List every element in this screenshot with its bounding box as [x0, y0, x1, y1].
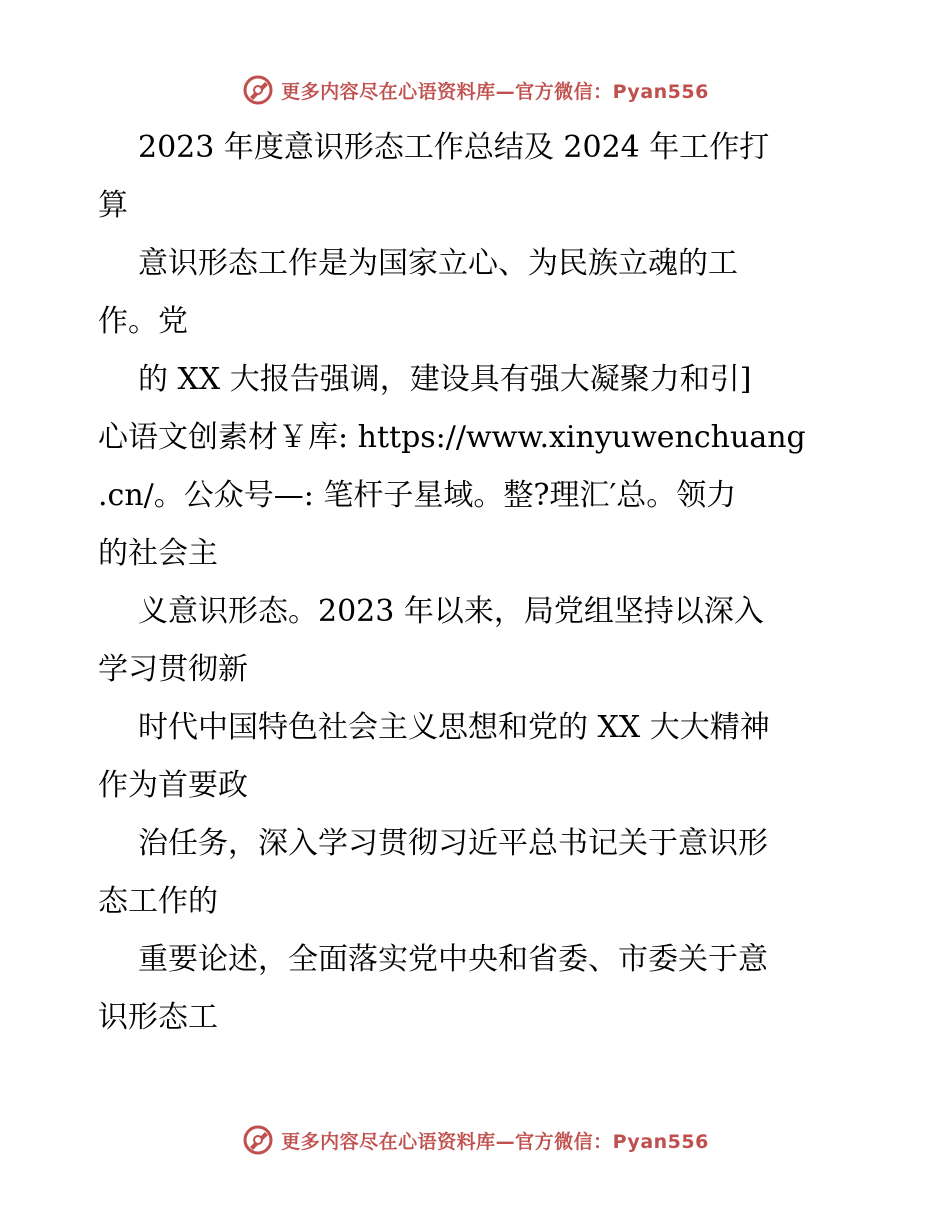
- logo-icon: [241, 73, 275, 107]
- paragraph-line: 的 XX 大报告强调，建设具有强大凝聚力和引]: [138, 362, 752, 397]
- paragraph-line: 意识形态工作是为国家立心、为民族立魂的工: [138, 246, 738, 281]
- footer-watermark-banner: [0, 1120, 950, 1160]
- paragraph-line: 作。党: [98, 304, 188, 339]
- header-watermark-banner: [0, 70, 950, 110]
- paragraph-line: 作为首要政: [98, 768, 248, 803]
- paragraph-line: 态工作的: [98, 884, 218, 919]
- paragraph-line: 义意识形态。2023 年以来，局党组坚持以深入: [138, 594, 764, 629]
- paragraph-line: 识形态工: [98, 1000, 218, 1035]
- paragraph-line: 时代中国特色社会主义思想和党的 XX 大大精神: [138, 710, 770, 745]
- paragraph-line: 重要论述，全面落实党中央和省委、市委关于意: [138, 942, 768, 977]
- title-line-1: 2023 年度意识形态工作总结及 2024 年工作打: [138, 130, 770, 165]
- paragraph-line: .cn/。公众号—: 笔杆子星域。整?理汇′总。领力: [98, 478, 737, 513]
- paragraph-line: 的社会主: [98, 536, 218, 571]
- logo-icon: [241, 1123, 275, 1157]
- paragraph-line: 心语文创素材￥库: https://www.xinyuwenchuang: [98, 420, 806, 455]
- watermark-text: 更多内容尽在心语资料库—官方微信：Pyan556: [281, 1130, 709, 1153]
- paragraph-line: 治任务，深入学习贯彻习近平总书记关于意识形: [138, 826, 768, 861]
- watermark-text: 更多内容尽在心语资料库—官方微信：Pyan556: [281, 80, 709, 103]
- title-line-2: 算: [98, 188, 128, 223]
- paragraph-line: 学习贯彻新: [98, 652, 248, 687]
